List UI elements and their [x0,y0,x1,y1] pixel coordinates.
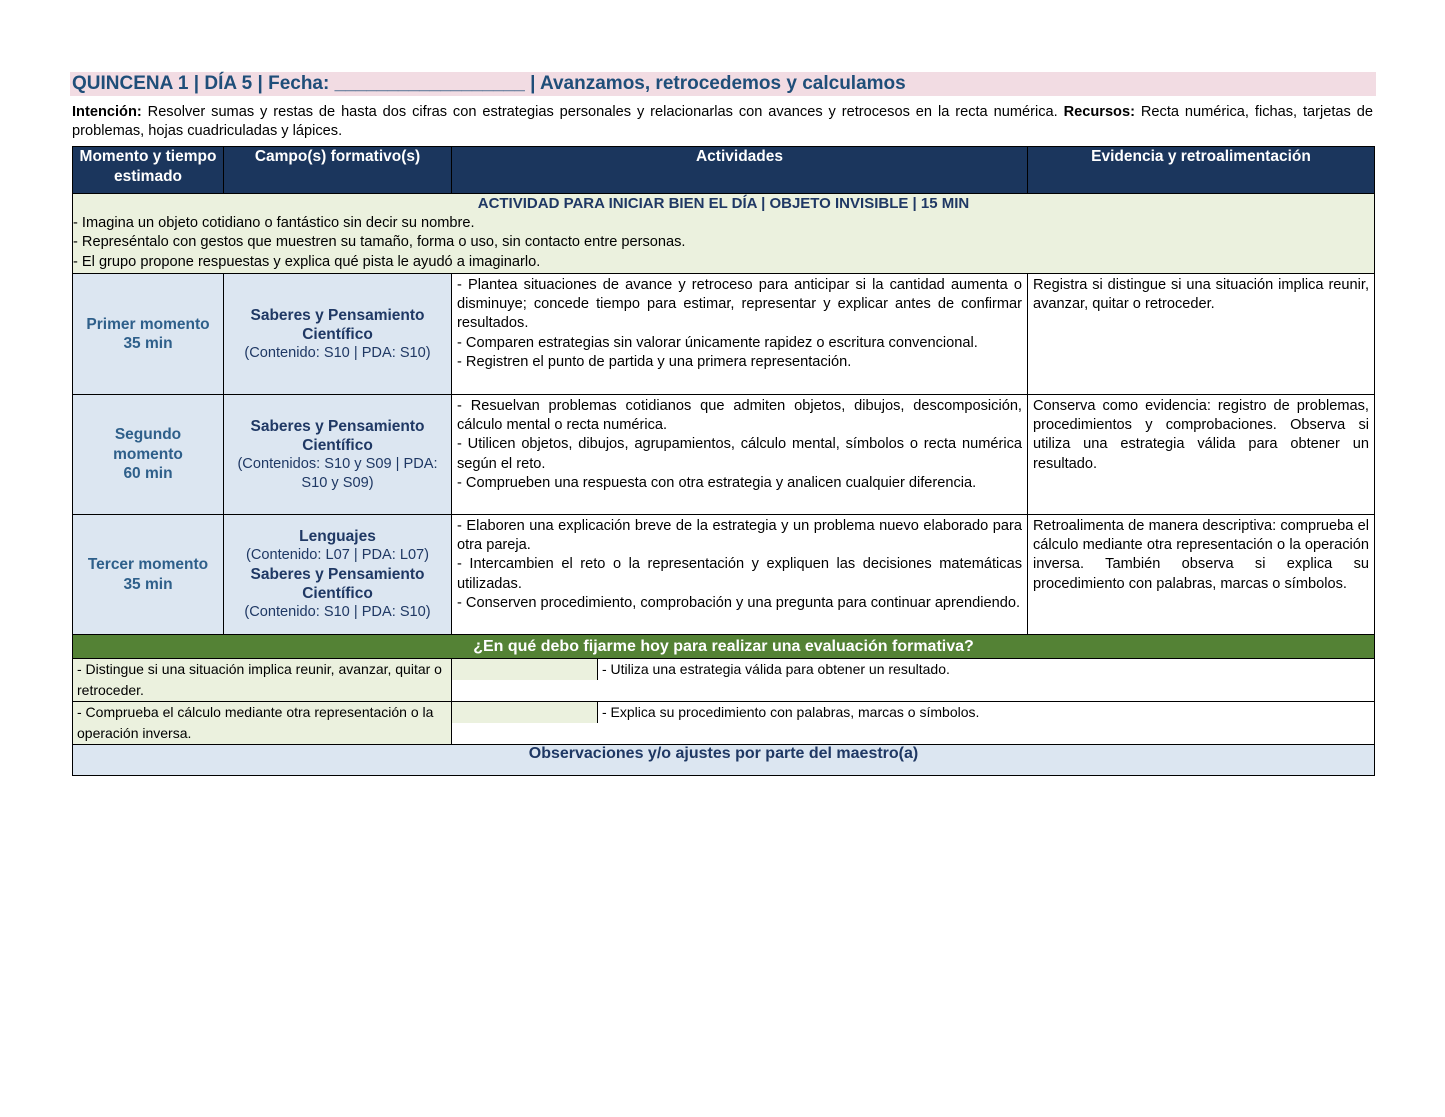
evaluation-spacer [452,659,598,680]
activities-cell [452,274,1028,395]
campo-title: Saberes y Pensamiento Científico [250,306,425,343]
campo-content: (Contenidos: S10 y S09 | PDA: S10 y S09) [237,455,438,491]
moment-cell [73,515,224,635]
campo-cell [224,515,452,635]
activity-item: - Intercambien el reto o la representación y expliquen las decisiones matemáticas utilizadas. [457,556,1022,592]
campo-content: (Contenido: L07 | PDA: L07) [245,547,430,563]
activity-item: - Conserven procedimiento, comprobación y una pregunta para continuar aprendiendo. [457,594,1021,611]
activity-item: - Comprueben una respuesta con otra estrategia y analicen cualquier diferencia. [457,474,977,491]
intent-text: Resolver sumas y restas de hasta dos cifras con estrategias personales y relacionarlas con avances y retrocesos en la recta numérica. [141,104,1064,120]
activities-cell [452,515,1028,635]
observations-title: Observaciones y/o ajustes por parte del maestro(a) [73,745,1375,776]
evidence-text: Retroalimenta de manera descriptiva: comprueba el cálculo mediante otra representación o la operación inversa. También observa si explica su procedimiento con palabras, marcas o símbolos. [1033,518,1369,592]
activity-item: - Elaboren una explicación breve de la estrategia y un problema nuevo elaborado para otra pareja. [457,518,1022,554]
evaluation-row [73,659,1375,702]
moment-cell [73,274,224,395]
intro-line: - El grupo propone respuestas y explica qué pista le ayudó a imaginarlo. [73,253,541,270]
intro-activity-row [73,194,1375,274]
moment-cell [73,395,224,515]
evidence-cell [1028,395,1375,515]
moment-time: 60 min [123,465,173,483]
page-title: QUINCENA 1 | DÍA 5 | Fecha: __________________ | Avanzamos, retrocedemos y calculamos [70,72,1376,96]
evaluation-title: ¿En qué debo fijarme hoy para realizar una evaluación formativa? [73,635,1375,659]
moment-name: Tercer momento [87,556,209,573]
column-header-evidence: Evidencia y retroalimentación [1028,147,1375,194]
activity-item: - Plantea situaciones de avance y retroceso para anticipar si la cantidad aumenta o disminuye; concede tiempo para estimar, representar y explicar antes de confirmar resultados. [457,277,1022,332]
intro-activity-cell [73,194,1375,274]
evaluation-item [73,659,452,702]
moment-row-3 [73,515,1375,635]
campo-title: Saberes y Pensamiento Científico [250,566,425,602]
resources-label: Recursos: [1063,104,1135,120]
evidence-cell [1028,515,1375,635]
activities-cell [452,395,1028,515]
evaluation-item-text: - Comprueba el cálculo mediante otra representación o la operación inversa. [77,704,434,741]
evaluation-item-text: - Explica su procedimiento con palabras, marcas o símbolos. [602,704,980,720]
evaluation-spacer [452,702,598,723]
evaluation-item [452,702,1375,745]
intro-activity-title: ACTIVIDAD PARA INICIAR BIEN EL DÍA | OBJETO INVISIBLE | 15 MIN [477,195,970,212]
evaluation-title-row [73,635,1375,659]
moment-time: 35 min [123,335,173,352]
evaluation-item-text: - Distingue si una situación implica reunir, avanzar, quitar o retroceder. [77,661,442,698]
column-header-activities: Actividades [452,147,1028,194]
moment-time: 35 min [123,575,173,593]
intro-line: - Imagina un objeto cotidiano o fantástico sin decir su nombre. [73,214,475,231]
campo-cell [224,395,452,515]
lesson-plan-table [72,146,1375,776]
table-header-row [73,147,1375,194]
activity-item: - Comparen estrategias sin valorar únicamente rapidez o escritura convencional. [457,334,978,351]
evaluation-item [452,659,1375,702]
evaluation-item [73,702,452,745]
moment-row-2 [73,395,1375,515]
observations-row [73,745,1375,776]
intent-paragraph [72,103,1373,141]
intro-line: - Represéntalo con gestos que muestren su tamaño, forma o uso, sin contacto entre personas. [73,234,686,250]
column-header-campo: Campo(s) formativo(s) [224,147,452,194]
column-header-moment: Momento y tiempo estimado [73,147,224,194]
evidence-text: Conserva como evidencia: registro de problemas, procedimientos y comprobaciones. Observa si utiliza una estrategia válida para obtener un resultado. [1033,398,1369,472]
campo-content: (Contenido: S10 | PDA: S10) [244,604,431,620]
activity-item: - Utilicen objetos, dibujos, agrupamientos, cálculo mental, símbolos o recta numérica según el reto. [457,436,1022,472]
campo-cell [224,274,452,395]
campo-content: (Contenido: S10 | PDA: S10) [244,344,431,361]
moment-name: Segundo momento [113,426,183,463]
evaluation-item-text: - Utiliza una estrategia válida para obtener un resultado. [602,661,950,677]
resources-text: Recta numérica, fichas, tarjetas de problemas, hojas cuadriculadas y lápices. [72,104,1373,139]
activity-item: - Registren el punto de partida y una primera representación. [457,353,852,370]
evidence-text: Registra si distingue si una situación implica reunir, avanzar, quitar o retroceder. [1033,277,1369,313]
campo-title: Lenguajes [299,528,376,545]
activity-item: - Resuelvan problemas cotidianos que admiten objetos, dibujos, descomposición, cálculo mental o recta numérica. [457,398,1022,434]
evidence-cell [1028,274,1375,395]
moment-row-1 [73,274,1375,395]
evaluation-row [73,702,1375,745]
moment-name: Primer momento [86,315,210,333]
campo-title: Saberes y Pensamiento Científico [250,417,425,454]
intent-label: Intención: [72,104,142,120]
